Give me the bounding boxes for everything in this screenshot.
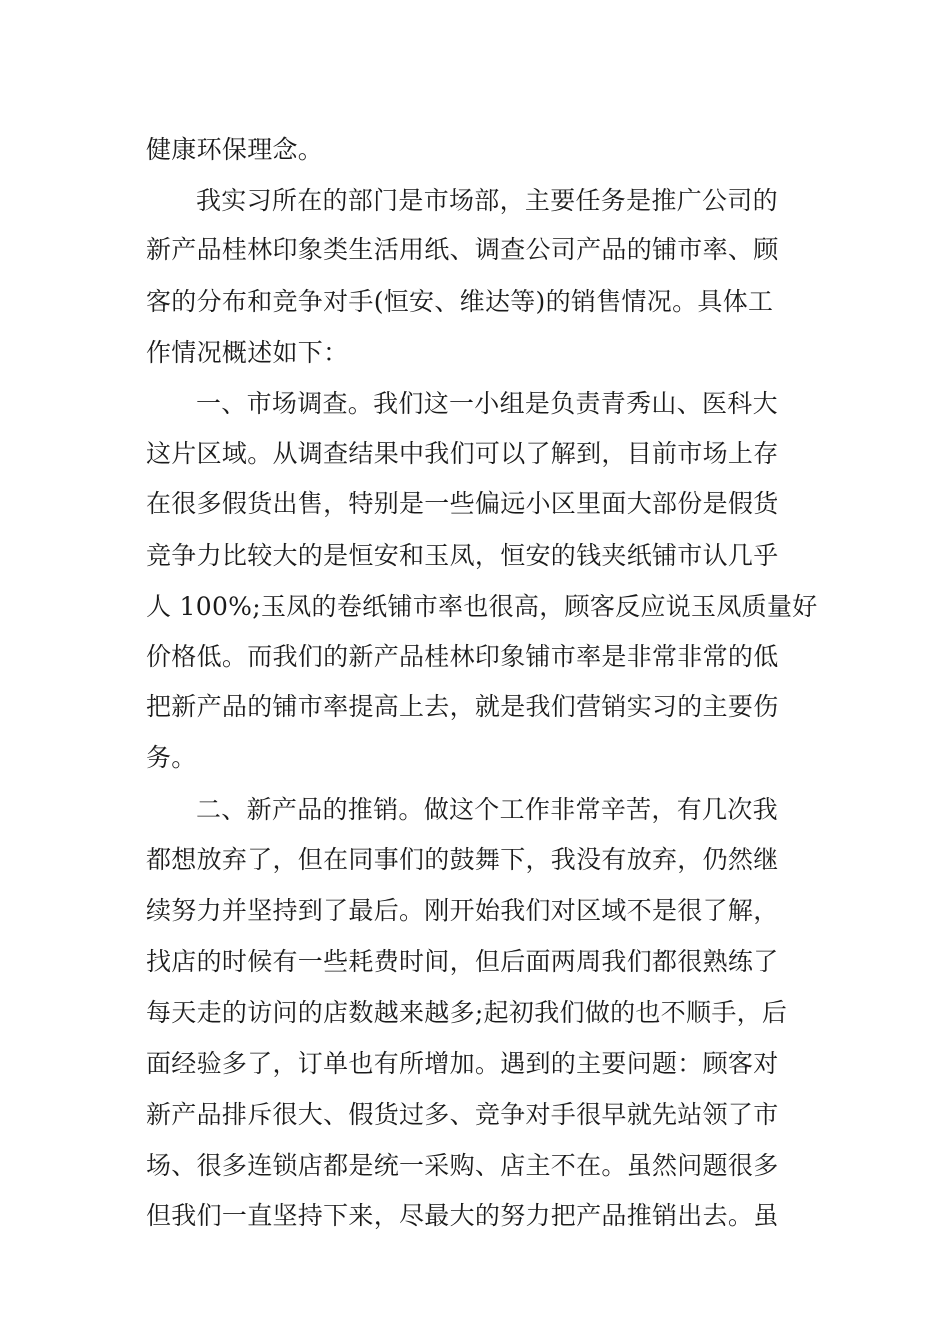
text-line: 竞争力比较大的是恒安和玉凤，恒安的钱夹纸铺市认几乎 — [146, 541, 779, 570]
text-line: 新产品桂林印象类生活用纸、调查公司产品的铺市率、顾 — [146, 235, 779, 264]
text-line: 每天走的访问的店数越来越多;起初我们做的也不顺手，后 — [146, 998, 788, 1027]
text-line: 面经验多了，订单也有所增加。遇到的主要问题：顾客对 — [146, 1049, 779, 1078]
text-line: 作情况概述如下： — [146, 338, 349, 367]
text-line: 这片区域。从调查结果中我们可以了解到，目前市场上存 — [146, 439, 779, 468]
text-line: 都想放弃了，但在同事们的鼓舞下，我没有放弃，仍然继 — [146, 845, 779, 874]
text-line: 但我们一直坚持下来，尽最大的努力把产品推销出去。虽 — [146, 1201, 779, 1230]
text-line: 务。 — [146, 743, 197, 772]
text-line: 客的分布和竞争对手(恒安、维达等)的销售情况。具体工 — [146, 287, 774, 316]
text-line: 人 100%;玉凤的卷纸铺市率也很高，顾客反应说玉凤质量好 — [146, 592, 818, 621]
text-line: 找店的时候有一些耗费时间，但后面两周我们都很熟练了 — [146, 947, 779, 976]
paragraph-start-line: 一、市场调查。我们这一小组是负责青秀山、医科大 — [196, 389, 778, 418]
text-line: 在很多假货出售，特别是一些偏远小区里面大部份是假货 — [146, 489, 779, 518]
text-line: 续努力并坚持到了最后。刚开始我们对区域不是很了解， — [146, 896, 779, 925]
paragraph-start-line: 二、新产品的推销。做这个工作非常辛苦，有几次我 — [196, 795, 778, 824]
text-line: 健康环保理念。 — [146, 135, 324, 164]
text-line: 场、很多连锁店都是统一采购、店主不在。虽然问题很多 — [146, 1151, 779, 1180]
text-line: 新产品排斥很大、假货过多、竞争对手很早就先站领了市 — [146, 1100, 779, 1129]
text-line: 价格低。而我们的新产品桂林印象铺市率是非常非常的低 — [146, 642, 779, 671]
text-line: 把新产品的铺市率提高上去，就是我们营销实习的主要伤 — [146, 692, 779, 721]
paragraph-start-line: 我实习所在的部门是市场部，主要任务是推广公司的 — [196, 186, 778, 215]
